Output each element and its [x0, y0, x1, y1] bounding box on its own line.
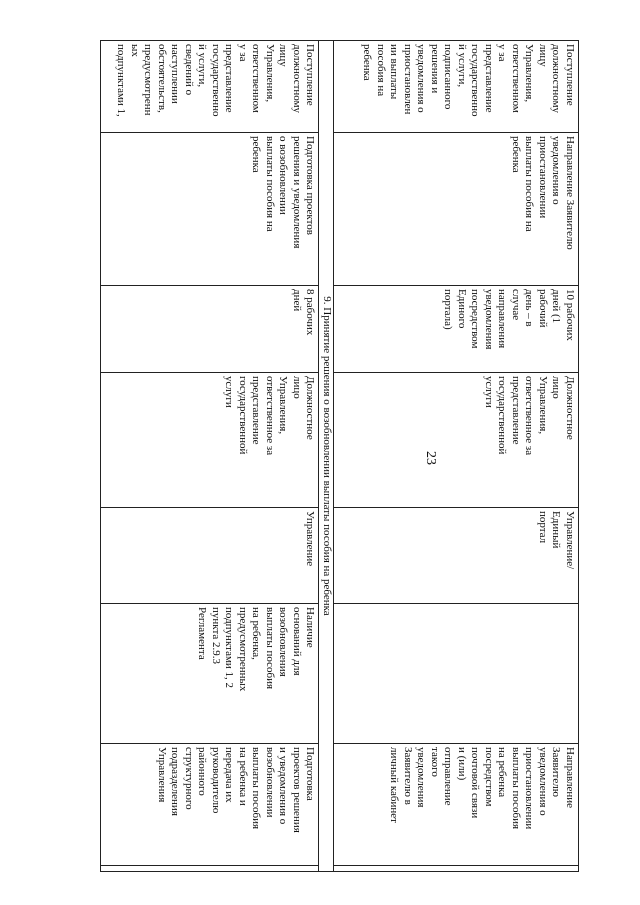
- cell-line: Поступление: [563, 43, 576, 106]
- table-cell: [101, 132, 319, 285]
- cell-line: посредством: [469, 288, 481, 348]
- cell-line: должностному: [290, 43, 303, 113]
- cell-line: Управления,: [536, 375, 549, 434]
- table-cell: [101, 743, 319, 865]
- cell-line: Управление: [304, 510, 316, 566]
- cell-line: ии выплаты: [388, 43, 400, 99]
- cell-line: представление: [223, 43, 235, 113]
- cell-line: выплаты пособия: [250, 746, 262, 829]
- section-heading: 9. Принятие решения о возобновлении выплаты пособия на ребенка: [319, 40, 334, 871]
- cell-line: уведомления о: [550, 135, 562, 205]
- cell-line: ребенка: [509, 135, 522, 173]
- cell-line: случае: [509, 288, 522, 320]
- cell-line: оснований для: [290, 606, 303, 676]
- cell-line: наступлении: [169, 43, 181, 104]
- table-cell: [333, 372, 578, 507]
- cell-line: отправление: [442, 746, 454, 806]
- cell-line: и (или): [455, 746, 468, 780]
- table-cell: [333, 285, 578, 372]
- table-cell: [333, 132, 578, 285]
- cell-line: уведомления: [482, 288, 495, 349]
- table-cell: [101, 603, 319, 743]
- rotated-table-sheet: [106, 40, 579, 871]
- procedure-table: [100, 40, 579, 872]
- cell-line: государственной: [236, 375, 249, 454]
- cell-line: подписанного: [442, 43, 454, 109]
- cell-line: Подготовка проектов: [304, 135, 316, 235]
- table-row: [333, 40, 578, 871]
- cell-line: Регламента: [196, 606, 208, 660]
- cell-line: передача их: [223, 746, 235, 803]
- cell-line: Заявителю: [550, 746, 562, 797]
- cell-line: лицо: [290, 375, 303, 399]
- section-heading-row: [319, 40, 334, 871]
- cell-line: и уведомления о: [277, 746, 289, 824]
- table-cell: [333, 507, 578, 603]
- cell-line: районного: [196, 746, 208, 796]
- cell-line: лицо: [550, 375, 562, 399]
- cell-line: подпунктами 1,: [115, 43, 127, 117]
- cell-line: руководителю: [209, 746, 222, 813]
- table-cell: [333, 743, 578, 865]
- cell-line: й услуги,: [196, 43, 208, 87]
- cell-line: ответственном: [509, 43, 522, 113]
- page-number: 23: [423, 451, 438, 465]
- cell-line: приостановлении: [536, 135, 549, 218]
- table-cell: [101, 507, 319, 603]
- cell-line: выплаты пособия: [509, 746, 522, 829]
- table-cell: [333, 603, 578, 743]
- cell-line: 8 рабочих: [304, 288, 316, 335]
- cell-line: ребенка: [361, 43, 373, 81]
- cell-line: сведений о: [182, 43, 195, 95]
- cell-line: Управления: [155, 746, 168, 802]
- cell-line: услуги: [482, 375, 495, 408]
- cell-line: о возобновлении: [277, 135, 289, 215]
- cell-line: решения и: [428, 43, 441, 93]
- table-cell-empty: [101, 865, 319, 871]
- cell-line: представление: [250, 375, 262, 445]
- cell-line: Управления,: [263, 43, 276, 102]
- cell-line: пособия на: [374, 43, 387, 96]
- cell-line: услуги: [223, 375, 235, 408]
- cell-line: представление: [482, 43, 495, 113]
- cell-line: дней (1: [550, 288, 562, 323]
- cell-line: почтовой связи: [469, 746, 481, 818]
- cell-line: Заявителю в: [401, 746, 414, 805]
- cell-line: обстоятельств,: [155, 43, 168, 113]
- cell-line: на ребенка: [496, 746, 508, 797]
- cell-line: такого: [428, 746, 441, 777]
- cell-line: представление: [509, 375, 522, 445]
- cell-line: посредством: [482, 746, 495, 806]
- cell-line: Управления,: [523, 43, 535, 102]
- cell-line: государственно: [209, 43, 222, 117]
- cell-line: Должностное: [563, 375, 576, 440]
- cell-line: рабочий: [536, 288, 549, 327]
- cell-line: на ребенка,: [250, 606, 262, 660]
- cell-line: выплаты пособия: [263, 606, 276, 689]
- cell-line: у за: [496, 43, 508, 61]
- table-cell: [333, 40, 578, 132]
- cell-line: предусмотренных: [236, 606, 249, 691]
- cell-line: проектов решения: [290, 746, 303, 833]
- cell-line: подразделения: [169, 746, 181, 816]
- cell-line: приостановлен: [401, 43, 414, 114]
- cell-line: Подготовка: [304, 746, 316, 801]
- cell-line: Поступление: [304, 43, 316, 106]
- cell-line: ответственное за: [263, 375, 276, 455]
- table-cell-empty: [333, 865, 578, 871]
- cell-line: 10 рабочих: [563, 288, 576, 341]
- cell-line: предусмотренн: [142, 43, 154, 116]
- cell-line: й услуги,: [455, 43, 468, 87]
- cell-line: Должностное: [304, 375, 316, 440]
- cell-line: портала): [442, 288, 454, 330]
- cell-line: у за: [236, 43, 249, 61]
- table-cell: [101, 285, 319, 372]
- cell-line: приостановлении: [523, 746, 535, 829]
- cell-line: личный кабинет: [388, 746, 400, 823]
- cell-line: на ребенка и: [236, 746, 249, 806]
- cell-line: Управление/: [563, 510, 576, 569]
- table-cell: [101, 40, 319, 132]
- cell-line: дней: [290, 288, 303, 311]
- cell-line: структурного: [182, 746, 195, 810]
- cell-line: Единый: [550, 510, 562, 548]
- cell-line: подпунктами 1, 2: [223, 606, 235, 688]
- cell-line: уведомления: [415, 746, 427, 807]
- cell-line: выплаты пособия на: [523, 135, 535, 232]
- cell-line: лицу: [277, 43, 289, 67]
- cell-line: возобновления: [277, 606, 289, 677]
- cell-line: направления: [496, 288, 508, 348]
- cell-line: государственной: [496, 375, 508, 454]
- cell-line: ребенка: [250, 135, 262, 173]
- cell-line: выплаты пособия на: [263, 135, 276, 232]
- cell-line: Единого: [455, 288, 468, 328]
- cell-line: решения и уведомления: [290, 135, 303, 248]
- table-row: [101, 40, 319, 871]
- cell-line: Направление: [563, 746, 576, 808]
- cell-line: возобновлении: [263, 746, 276, 817]
- cell-line: уведомления о: [415, 43, 427, 113]
- cell-line: уведомления о: [536, 746, 549, 816]
- cell-line: портал: [536, 510, 549, 543]
- cell-line: лицу: [536, 43, 549, 67]
- table-body: [101, 40, 579, 871]
- cell-line: Управления,: [277, 375, 289, 434]
- cell-line: ответственное за: [523, 375, 535, 455]
- cell-line: Наличие: [304, 606, 316, 648]
- cell-line: Направление Заявителю: [563, 135, 576, 250]
- cell-line: ых: [128, 43, 141, 57]
- cell-line: день – в: [523, 288, 535, 327]
- cell-line: должностному: [550, 43, 562, 113]
- table-cell: [101, 372, 319, 507]
- cell-line: ответственном: [250, 43, 262, 113]
- cell-line: государственно: [469, 43, 481, 117]
- cell-line: пункта 2.9.3: [209, 606, 222, 664]
